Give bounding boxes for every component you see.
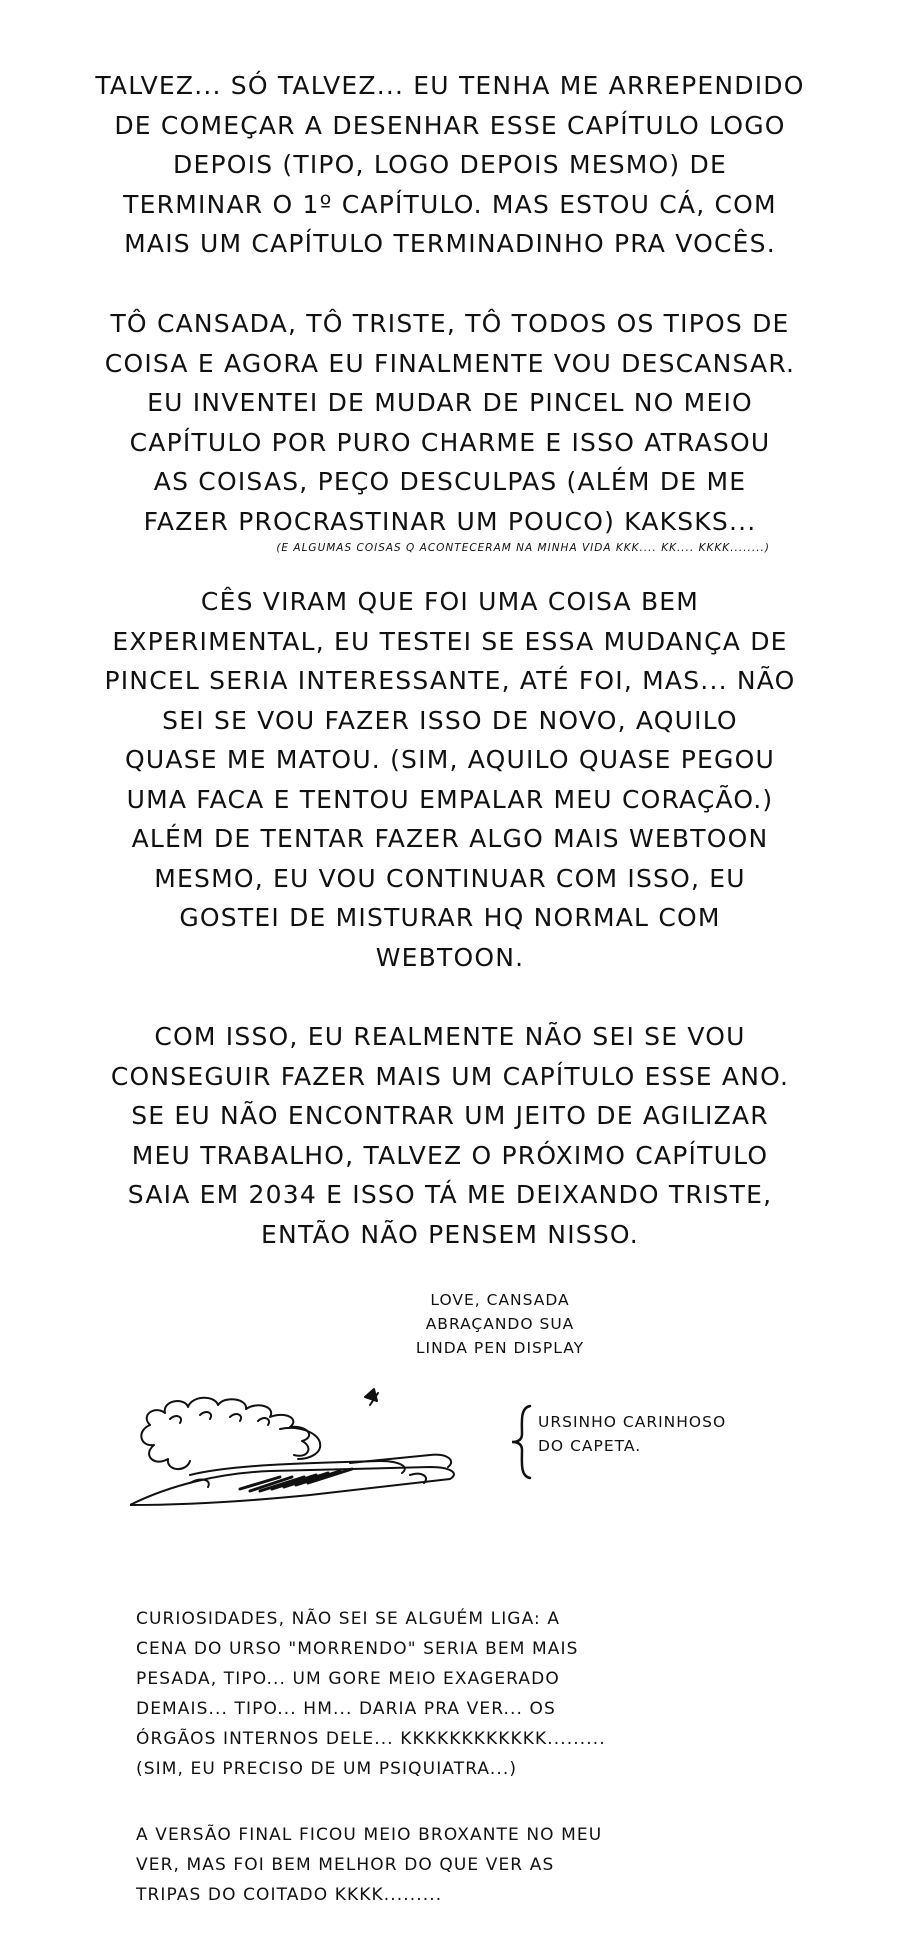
paragraph-line: MEU TRABALHO, TALVEZ O PRÓXIMO CAPÍTULO — [131, 1140, 769, 1170]
paragraph-1 — [90, 66, 810, 264]
illustration-caption-right — [538, 1410, 726, 1458]
paragraph-line: CAPÍTULO POR PURO CHARME E ISSO ATRASOU — [129, 427, 771, 457]
caption-line: DO CAPETA. — [538, 1437, 642, 1455]
footnote-2 — [136, 1820, 602, 1910]
footnote-line: DEMAIS... TIPO... HM... DARIA PRA VER... OS — [136, 1699, 556, 1719]
paragraph-line: DE COMEÇAR A DESENHAR ESSE CAPÍTULO LOGO — [114, 110, 786, 140]
hair-curls — [170, 1412, 269, 1425]
footnote-line: CURIOSIDADES, NÃO SEI SE ALGUÉM LIGA: A — [136, 1609, 561, 1629]
paragraph-line: MESMO, EU VOU CONTINUAR COM ISSO, EU — [154, 863, 746, 893]
paragraph-4 — [90, 1017, 810, 1254]
paragraph-3 — [90, 582, 810, 977]
paragraph-line: COM ISSO, EU REALMENTE NÃO SEI SE VOU — [154, 1022, 746, 1051]
paragraph-line: MAIS UM CAPÍTULO TERMINADINHO PRA VOCÊS. — [124, 229, 776, 258]
paragraph-line: PINCEL SERIA INTERESSANTE, ATÉ FOI, MAS... NÃO — [104, 666, 796, 695]
paragraph-line: ENTÃO NÃO PENSEM NISSO. — [261, 1219, 639, 1249]
bracket-icon — [508, 1404, 538, 1480]
hair-outline — [141, 1425, 190, 1469]
paragraph-line: WEBTOON. — [375, 942, 525, 972]
footnote-line: A VERSÃO FINAL FICOU MEIO BROXANTE NO MEU — [136, 1825, 603, 1845]
paragraph-line: COISA E AGORA EU FINALMENTE VOU DESCANSAR. — [104, 348, 796, 378]
paragraph-line: GOSTEI DE MISTURAR HQ NORMAL COM — [179, 903, 721, 932]
arrow-head-icon — [365, 1389, 377, 1401]
paragraph-line: FAZER PROCRASTINAR UM POUCO) KAKSKS... — [143, 506, 757, 536]
paragraph-line: SE EU NÃO ENCONTRAR UM JEITO DE AGILIZAR — [131, 1101, 769, 1130]
footnote-line: (SIM, EU PRECISO DE UM PSIQUIATRA...) — [136, 1759, 518, 1779]
aside-note: (E ALGUMAS COISAS Q ACONTECERAM NA MINHA VIDA KKK.... KK.... KKKK........) — [276, 542, 770, 554]
paragraph-line: TALVEZ... SÓ TALVEZ... EU TENHA ME ARREPENDIDO — [95, 71, 805, 100]
footnote-line: ÓRGÃOS INTERNOS DELE... KKKKKKKKKKKK......... — [136, 1729, 606, 1749]
paragraph-line: AS COISAS, PEÇO DESCULPAS (ALÉM DE ME — [153, 467, 747, 496]
paragraph-line: CONSEGUIR FAZER MAIS UM CAPÍTULO ESSE ANO. — [110, 1061, 790, 1091]
footnote-line: VER, MAS FOI BEM MELHOR DO QUE VER AS — [136, 1855, 555, 1875]
paragraph-2 — [90, 304, 810, 541]
paragraph-line: EU INVENTEI DE MUDAR DE PINCEL NO MEIO — [147, 388, 753, 417]
paragraph-line: EXPERIMENTAL, EU TESTEI SE ESSA MUDANÇA DE — [112, 626, 788, 656]
paragraph-line: SAIA EM 2034 E ISSO TÁ ME DEIXANDO TRISTE, — [127, 1180, 773, 1209]
paragraph-line: CÊS VIRAM QUE FOI UMA COISA BEM — [200, 587, 700, 616]
paragraph-line: UMA FACA E TENTOU EMPALAR MEU CORAÇÃO.) — [126, 784, 774, 814]
footnote-1 — [136, 1604, 606, 1784]
caption-line: URSINHO CARINHOSO — [538, 1413, 727, 1431]
caption-line: LOVE, CANSADA — [430, 1291, 570, 1309]
footnote-line: CENA DO URSO "MORRENDO" SERIA BEM MAIS — [136, 1639, 579, 1659]
illustration-caption-top — [400, 1288, 600, 1360]
paragraph-line: QUASE ME MATOU. (SIM, AQUILO QUASE PEGOU — [125, 745, 775, 774]
paragraph-line: DEPOIS (TIPO, LOGO DEPOIS MESMO) DE — [173, 150, 727, 179]
paragraph-line: ALÉM DE TENTAR FAZER ALGO MAIS WEBTOON — [131, 824, 769, 853]
footnote-line: PESADA, TIPO... UM GORE MEIO EXAGERADO — [136, 1669, 560, 1689]
caption-line: LINDA PEN DISPLAY — [415, 1339, 585, 1357]
sketch-illustration — [130, 1355, 510, 1515]
hair-outline — [147, 1398, 309, 1456]
paragraph-line: TÔ CANSADA, TÔ TRISTE, TÔ TODOS OS TIPOS DE — [110, 309, 790, 338]
face-outline — [280, 1428, 320, 1459]
paragraph-line: TERMINAR O 1º CAPÍTULO. MAS ESTOU CÁ, COM — [123, 189, 777, 219]
caption-line: ABRAÇANDO SUA — [425, 1315, 575, 1333]
footnote-line: TRIPAS DO COITADO KKKK......... — [136, 1885, 443, 1905]
paragraph-line: SEI SE VOU FAZER ISSO DE NOVO, AQUILO — [162, 705, 738, 735]
